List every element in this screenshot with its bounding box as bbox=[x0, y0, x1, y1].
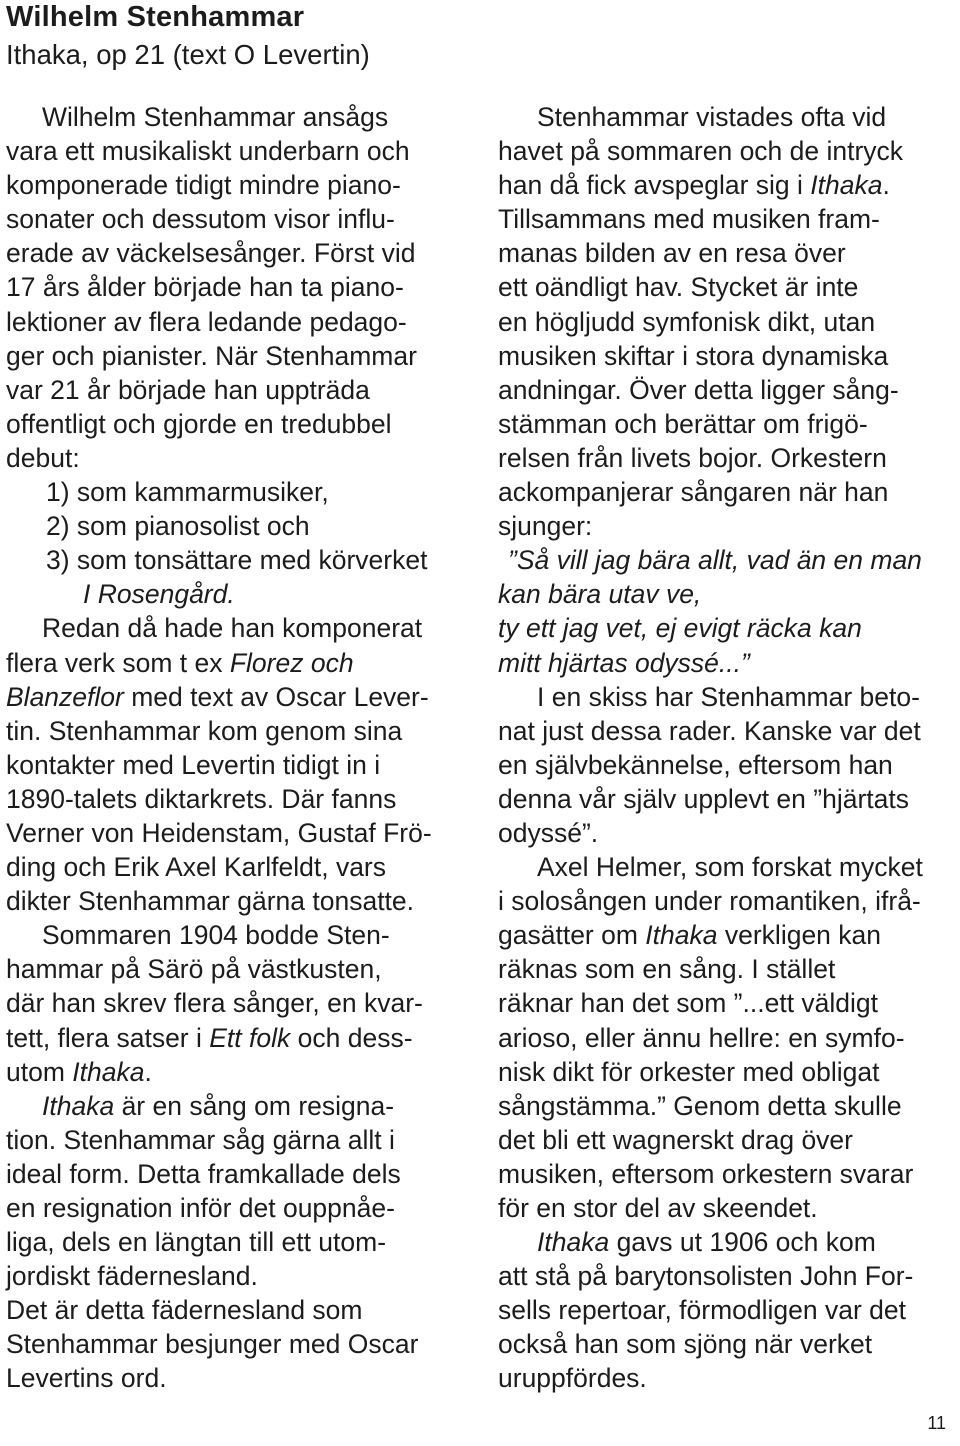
italic-text: ty ett jag vet, ej evigt räcka kan bbox=[498, 613, 862, 644]
left-text-column bbox=[6, 100, 474, 1396]
text-line bbox=[6, 714, 474, 748]
text-run: 2) som pianosolist och bbox=[46, 511, 310, 542]
text-line bbox=[6, 202, 474, 236]
text-line bbox=[498, 1055, 960, 1089]
text-run: I en skiss har Stenhammar beto- bbox=[537, 681, 920, 712]
text-line bbox=[498, 714, 960, 748]
text-line bbox=[498, 543, 960, 577]
text-line bbox=[6, 816, 474, 850]
text-run: det bli ett wagnerskt drag över bbox=[498, 1124, 853, 1155]
text-line bbox=[498, 782, 960, 816]
text-run: tin. Stenhammar kom genom sina bbox=[6, 715, 403, 746]
text-line bbox=[498, 441, 960, 475]
text-line bbox=[6, 646, 474, 680]
text-run: att stå på barytonsolisten John For- bbox=[498, 1261, 914, 1292]
text-line bbox=[498, 1225, 960, 1259]
text-line bbox=[6, 884, 474, 918]
text-run: ger och pianister. När Stenhammar bbox=[6, 340, 417, 371]
text-line bbox=[6, 134, 474, 168]
italic-text: Florez och bbox=[229, 647, 354, 678]
text-line bbox=[6, 1327, 474, 1361]
text-run: musiken skiftar i stora dynamiska bbox=[498, 340, 889, 371]
text-run: utom bbox=[6, 1056, 73, 1087]
text-line bbox=[498, 373, 960, 407]
text-line bbox=[6, 680, 474, 714]
text-line bbox=[6, 407, 474, 441]
text-run: flera verk som t ex bbox=[6, 647, 230, 678]
article-title: Wilhelm Stenhammar bbox=[6, 1, 305, 33]
text-run: sjunger: bbox=[498, 511, 593, 542]
text-run: Verner von Heidenstam, Gustaf Frö- bbox=[6, 817, 432, 848]
text-run: . bbox=[882, 170, 890, 201]
text-run: liga, dels en längtan till ett utom- bbox=[6, 1227, 387, 1258]
text-run: havet på sommaren och de intryck bbox=[498, 136, 904, 167]
text-run: 1890-talets diktarkrets. Där fanns bbox=[6, 783, 397, 814]
text-line bbox=[6, 1055, 474, 1089]
text-line bbox=[6, 1157, 474, 1191]
text-line bbox=[498, 646, 960, 680]
text-run: Sommaren 1904 bodde Sten- bbox=[42, 920, 390, 951]
italic-text: Ithaka bbox=[537, 1227, 610, 1258]
text-run: var 21 år började han uppträda bbox=[6, 374, 370, 405]
text-line bbox=[498, 850, 960, 884]
text-run: odyssé”. bbox=[498, 817, 599, 848]
italic-text: mitt hjärtas odyssé...” bbox=[498, 647, 750, 678]
text-run: lektioner av flera ledande pedago- bbox=[6, 306, 407, 337]
text-line bbox=[498, 748, 960, 782]
text-run: tion. Stenhammar såg gärna allt i bbox=[6, 1124, 395, 1155]
text-run: Det är detta fädernesland som bbox=[6, 1295, 363, 1326]
text-line bbox=[6, 1293, 474, 1327]
text-run: Levertins ord. bbox=[6, 1363, 167, 1394]
text-line bbox=[6, 1191, 474, 1225]
text-run: arioso, eller ännu hellre: en symfo- bbox=[498, 1022, 905, 1053]
text-line bbox=[498, 1293, 960, 1327]
text-run: 17 års ålder började han ta piano- bbox=[6, 272, 404, 303]
text-line bbox=[6, 305, 474, 339]
text-line bbox=[498, 1361, 960, 1395]
text-line bbox=[498, 1123, 960, 1157]
text-run: manas bilden av en resa över bbox=[498, 238, 846, 269]
text-line bbox=[498, 1157, 960, 1191]
text-run: denna vår själv upplevt en ”hjärtats bbox=[498, 783, 909, 814]
text-line bbox=[498, 339, 960, 373]
text-run: med text av Oscar Lever- bbox=[123, 681, 429, 712]
text-run: musiken, eftersom orkestern svarar bbox=[498, 1158, 914, 1189]
text-run: Tillsammans med musiken fram- bbox=[498, 204, 880, 235]
text-line bbox=[6, 850, 474, 884]
text-line bbox=[6, 100, 474, 134]
text-line bbox=[6, 1089, 474, 1123]
text-line bbox=[498, 202, 960, 236]
text-run: relsen från livets bojor. Orkestern bbox=[498, 442, 887, 473]
text-run: sells repertoar, förmodligen var det bbox=[498, 1295, 907, 1326]
text-run: sångstämma.” Genom detta skulle bbox=[498, 1090, 902, 1121]
text-run: gavs ut 1906 och kom bbox=[609, 1227, 876, 1258]
text-run: uruppfördes. bbox=[498, 1363, 647, 1394]
text-run: där han skrev flera sånger, en kvar- bbox=[6, 988, 423, 1019]
text-run: och dess- bbox=[290, 1022, 413, 1053]
text-line bbox=[6, 475, 474, 509]
text-run: ett oändligt hav. Stycket är inte bbox=[498, 272, 859, 303]
text-line bbox=[498, 952, 960, 986]
text-line bbox=[498, 1089, 960, 1123]
text-run: 3) som tonsättare med körverket bbox=[46, 545, 428, 576]
italic-text: Ithaka bbox=[645, 920, 718, 951]
italic-text: Ett folk bbox=[209, 1022, 291, 1053]
text-run: också han som sjöng när verket bbox=[498, 1329, 873, 1360]
text-run: Wilhelm Stenhammar ansågs bbox=[42, 102, 389, 132]
text-run: i solosången under romantiken, ifrå- bbox=[498, 886, 921, 917]
text-run: Redan då hade han komponerat bbox=[42, 613, 423, 644]
italic-text: Blanzeflor bbox=[6, 681, 124, 712]
text-line bbox=[6, 918, 474, 952]
text-run: en självbekännelse, eftersom han bbox=[498, 749, 893, 780]
text-run: räknas som en sång. I stället bbox=[498, 954, 836, 985]
text-run: Stenhammar vistades ofta vid bbox=[537, 102, 887, 132]
text-run: nat just dessa rader. Kanske var det bbox=[498, 715, 921, 746]
text-run: ackompanjerar sångaren när han bbox=[498, 477, 889, 508]
text-run: andningar. Över detta ligger sång- bbox=[498, 374, 899, 405]
text-run: . bbox=[144, 1056, 152, 1087]
text-line bbox=[498, 236, 960, 270]
text-run: vara ett musikaliskt underbarn och bbox=[6, 136, 410, 167]
text-run: gasätter om bbox=[498, 920, 646, 951]
text-run: verkligen kan bbox=[717, 920, 882, 951]
text-run: ideal form. Detta framkallade dels bbox=[6, 1158, 401, 1189]
text-line bbox=[6, 509, 474, 543]
italic-text: kan bära utav ve, bbox=[498, 579, 702, 610]
text-run: nisk dikt för orkester med obligat bbox=[498, 1056, 880, 1087]
text-line bbox=[498, 168, 960, 202]
text-line bbox=[6, 748, 474, 782]
text-run: 1) som kammarmusiker, bbox=[46, 477, 329, 508]
text-line bbox=[498, 918, 960, 952]
text-line bbox=[6, 611, 474, 645]
text-line bbox=[6, 441, 474, 475]
italic-text: Ithaka bbox=[810, 170, 883, 201]
text-line bbox=[498, 1327, 960, 1361]
text-line bbox=[6, 236, 474, 270]
text-line bbox=[498, 475, 960, 509]
text-line bbox=[498, 884, 960, 918]
text-run: jordiskt fädernesland. bbox=[6, 1261, 258, 1292]
italic-text: Ithaka bbox=[72, 1056, 145, 1087]
text-run: för en stor del av skeendet. bbox=[498, 1193, 818, 1223]
text-line bbox=[498, 1021, 960, 1055]
text-run: komponerade tidigt mindre piano- bbox=[6, 170, 401, 201]
text-line bbox=[498, 1259, 960, 1293]
article-subtitle: Ithaka, op 21 (text O Levertin) bbox=[6, 39, 370, 70]
text-run: dikter Stenhammar gärna tonsatte. bbox=[6, 886, 415, 917]
italic-text: I Rosengård. bbox=[83, 579, 235, 610]
text-run: räknar han det som ”...ett väldigt bbox=[498, 988, 879, 1019]
text-line bbox=[6, 1361, 474, 1395]
text-line bbox=[6, 1021, 474, 1055]
text-line bbox=[6, 952, 474, 986]
italic-text: ”Så vill jag bära allt, vad än en man bbox=[508, 545, 922, 576]
text-line bbox=[6, 270, 474, 304]
text-line bbox=[498, 680, 960, 714]
text-run: tett, flera satser i bbox=[6, 1022, 210, 1053]
text-run: han då fick avspeglar sig i bbox=[498, 170, 811, 201]
text-line bbox=[498, 509, 960, 543]
text-run: kontakter med Levertin tidigt in i bbox=[6, 749, 381, 780]
text-line bbox=[498, 816, 960, 850]
text-line bbox=[498, 305, 960, 339]
text-run: stämman och berättar om frigö- bbox=[498, 408, 868, 439]
text-line bbox=[498, 100, 960, 134]
text-line bbox=[6, 373, 474, 407]
text-run: ding och Erik Axel Karlfeldt, vars bbox=[6, 852, 387, 883]
text-line bbox=[498, 611, 960, 645]
text-line bbox=[498, 270, 960, 304]
page-number: 11 bbox=[927, 1413, 946, 1433]
text-line bbox=[6, 986, 474, 1020]
text-run: debut: bbox=[6, 442, 80, 473]
text-run: hammar på Särö på västkusten, bbox=[6, 954, 382, 985]
text-line bbox=[498, 577, 960, 611]
text-line bbox=[498, 407, 960, 441]
text-run: offentligt och gjorde en tredubbel bbox=[6, 408, 392, 439]
italic-text: Ithaka bbox=[42, 1090, 115, 1121]
text-run: en resignation inför det ouppnåe- bbox=[6, 1193, 395, 1223]
text-line bbox=[6, 782, 474, 816]
text-line bbox=[498, 1191, 960, 1225]
text-line bbox=[6, 577, 474, 611]
text-run: en högljudd symfonisk dikt, utan bbox=[498, 306, 876, 337]
text-line bbox=[6, 1225, 474, 1259]
text-line bbox=[6, 1259, 474, 1293]
text-run: erade av väckelsesånger. Först vid bbox=[6, 238, 416, 269]
text-line bbox=[6, 1123, 474, 1157]
right-text-column bbox=[498, 100, 960, 1396]
text-run: är en sång om resigna- bbox=[114, 1090, 395, 1121]
text-run: Stenhammar besjunger med Oscar bbox=[6, 1329, 419, 1360]
text-line bbox=[498, 134, 960, 168]
text-line bbox=[6, 339, 474, 373]
text-line bbox=[498, 986, 960, 1020]
text-line bbox=[6, 543, 474, 577]
text-run: sonater och dessutom visor influ- bbox=[6, 204, 395, 235]
text-line bbox=[6, 168, 474, 202]
text-run: Axel Helmer, som forskat mycket bbox=[537, 852, 923, 883]
